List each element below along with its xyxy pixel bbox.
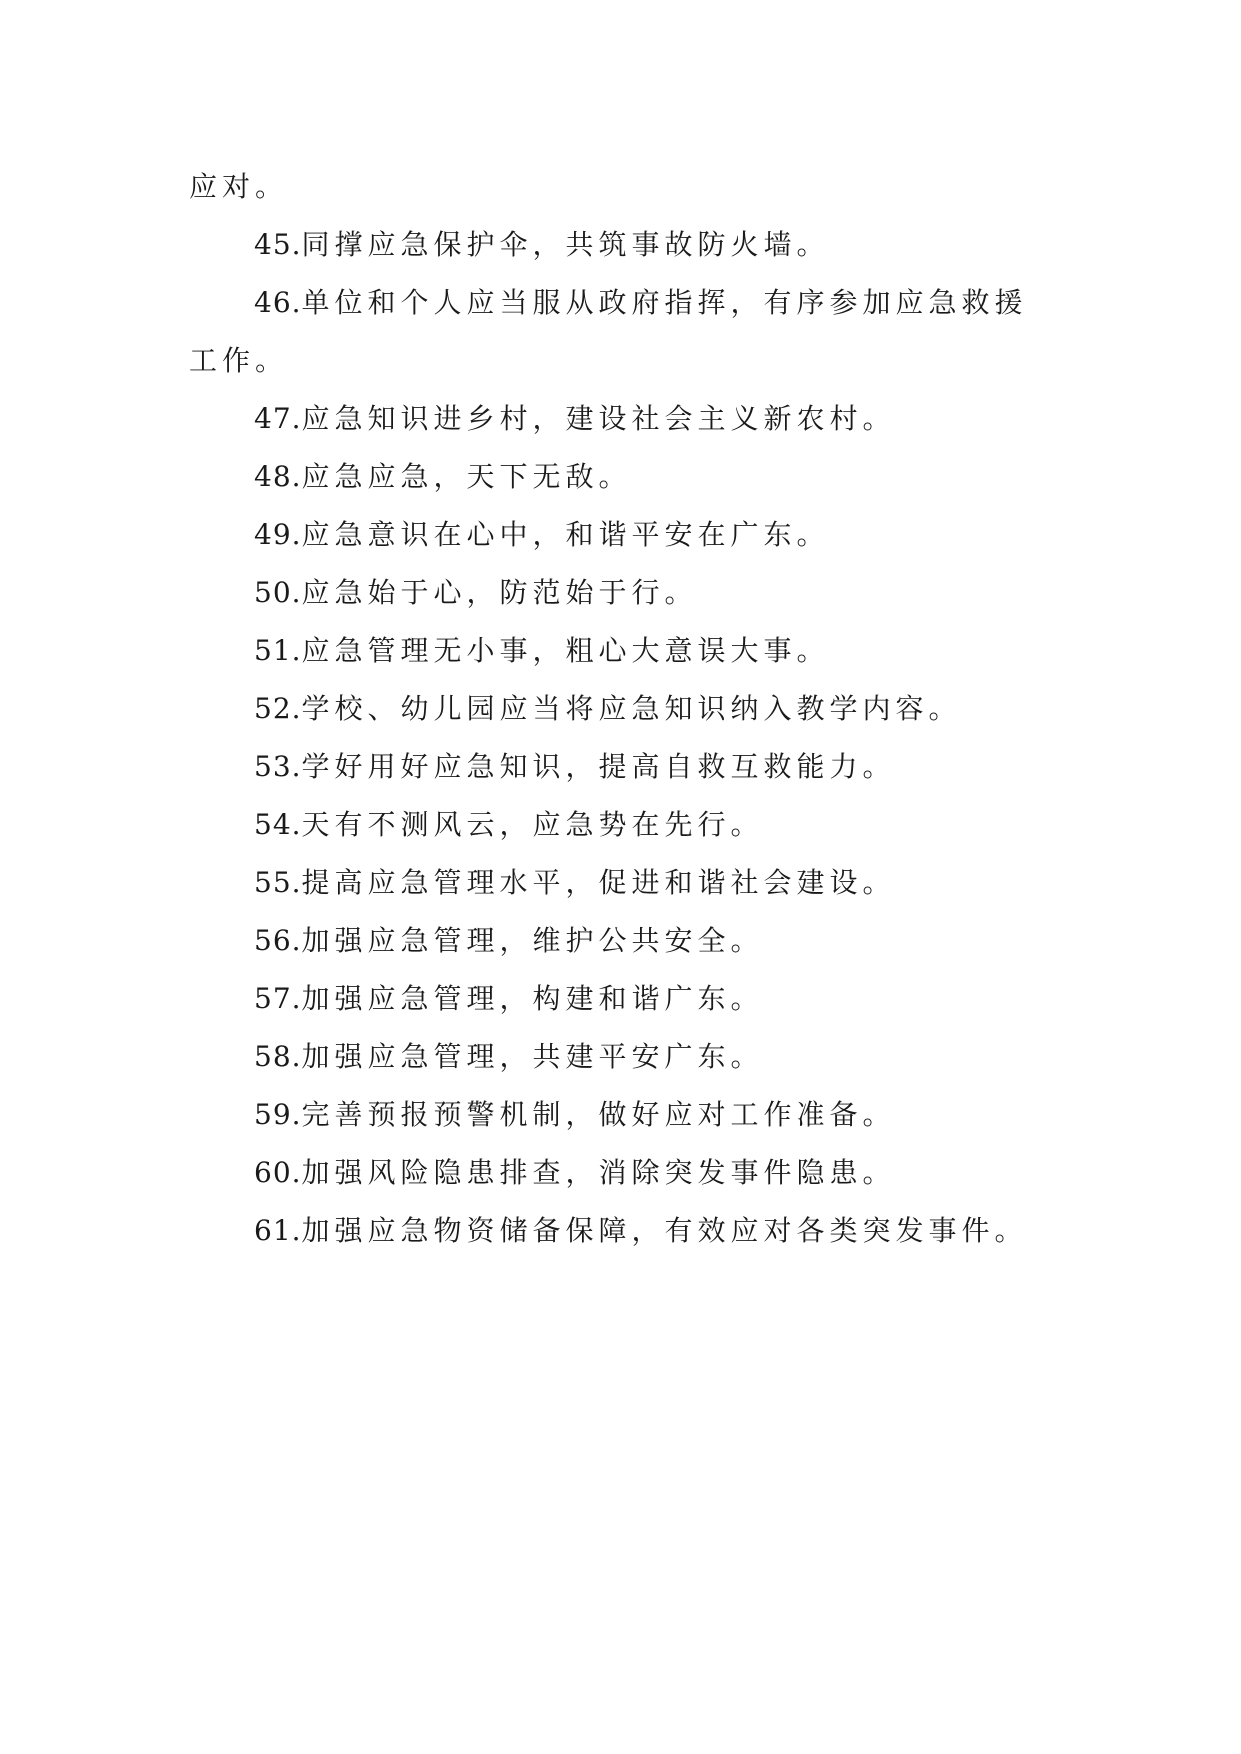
list-item xyxy=(189,854,1059,912)
list-item xyxy=(189,332,1059,390)
item-number: 60. xyxy=(254,1156,302,1189)
item-text: 应急管理无小事，粗心大意误大事。 xyxy=(301,634,830,667)
item-text: 学好用好应急知识，提高自救互救能力。 xyxy=(301,750,896,783)
item-text: 加强应急管理，维护公共安全。 xyxy=(301,924,764,957)
item-number: 45. xyxy=(254,228,302,261)
item-text: 工作。 xyxy=(189,344,289,377)
list-item xyxy=(189,970,1059,1028)
list-item xyxy=(189,796,1059,854)
item-text: 加强应急物资储备保障，有效应对各类突发事件。 xyxy=(301,1214,1028,1247)
list-item xyxy=(189,1028,1059,1086)
list-item xyxy=(189,564,1059,622)
item-text: 加强应急管理，共建平安广东。 xyxy=(301,1040,764,1073)
list-item xyxy=(189,912,1059,970)
item-number: 58. xyxy=(254,1040,302,1073)
item-number: 47. xyxy=(254,402,302,435)
list-item xyxy=(189,274,1059,332)
list-item xyxy=(189,1086,1059,1144)
list-item xyxy=(189,1144,1059,1202)
list-item xyxy=(189,1202,1059,1260)
item-text: 加强风险隐患排查，消除突发事件隐患。 xyxy=(301,1156,896,1189)
list-item xyxy=(189,390,1059,448)
item-text: 提高应急管理水平，促进和谐社会建设。 xyxy=(301,866,896,899)
item-number: 59. xyxy=(254,1098,302,1131)
item-number: 51. xyxy=(254,634,302,667)
item-number: 50. xyxy=(254,576,302,609)
item-text: 应对。 xyxy=(189,170,289,203)
item-text: 应急始于心，防范始于行。 xyxy=(301,576,698,609)
slogan-list xyxy=(189,158,1059,1260)
item-number: 53. xyxy=(254,750,302,783)
list-item xyxy=(189,216,1059,274)
item-number: 61. xyxy=(254,1214,302,1247)
item-text: 同撑应急保护伞，共筑事故防火墙。 xyxy=(301,228,830,261)
item-number: 56. xyxy=(254,924,302,957)
list-item xyxy=(189,680,1059,738)
item-number: 54. xyxy=(254,808,302,841)
item-number: 46. xyxy=(254,286,302,319)
list-item xyxy=(189,622,1059,680)
item-number: 48. xyxy=(254,460,302,493)
item-number: 55. xyxy=(254,866,302,899)
item-number: 57. xyxy=(254,982,302,1015)
item-text: 学校、幼儿园应当将应急知识纳入教学内容。 xyxy=(301,692,962,725)
list-item xyxy=(189,448,1059,506)
item-number: 52. xyxy=(254,692,302,725)
item-text: 完善预报预警机制，做好应对工作准备。 xyxy=(301,1098,896,1131)
item-text: 天有不测风云，应急势在先行。 xyxy=(301,808,764,841)
list-item xyxy=(189,738,1059,796)
list-item xyxy=(189,506,1059,564)
item-text: 应急知识进乡村，建设社会主义新农村。 xyxy=(301,402,896,435)
item-text: 应急意识在心中，和谐平安在广东。 xyxy=(301,518,830,551)
list-item xyxy=(189,158,1059,216)
item-text: 单位和个人应当服从政府指挥，有序参加应急救援 xyxy=(301,286,1028,319)
item-number: 49. xyxy=(254,518,302,551)
item-text: 应急应急，天下无敌。 xyxy=(301,460,632,493)
item-text: 加强应急管理，构建和谐广东。 xyxy=(301,982,764,1015)
